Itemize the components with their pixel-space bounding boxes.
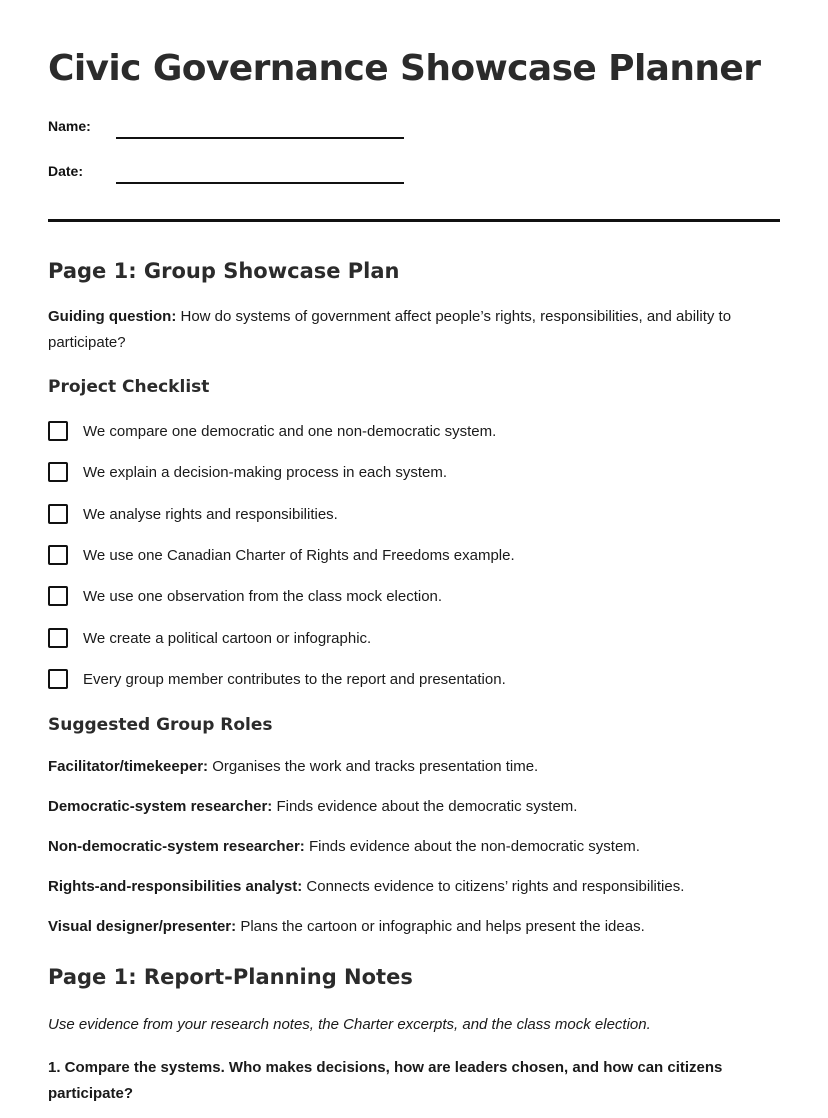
role-description: Organises the work and tracks presentation time. xyxy=(212,758,539,775)
role-name: Rights-and-responsibilities analyst: xyxy=(48,878,303,895)
checklist-item-label: We use one Canadian Charter of Rights and Freedoms example. xyxy=(83,546,515,564)
role-description: Connects evidence to citizens’ rights and responsibilities. xyxy=(306,878,685,895)
role-name: Democratic-system researcher: xyxy=(48,798,273,815)
checklist-item-label: We create a political cartoon or infographic. xyxy=(83,629,372,647)
checklist-item-label: We compare one democratic and one non-democratic system. xyxy=(83,422,497,440)
question-1: 1. Compare the systems. Who makes decisions, how are leaders chosen, and how can citizens participate? xyxy=(48,1059,723,1102)
checkbox[interactable] xyxy=(48,504,68,524)
date-label: Date: xyxy=(48,163,84,179)
checklist-item[interactable] xyxy=(48,584,442,608)
name-label: Name: xyxy=(48,118,91,134)
checklist-item-label: We use one observation from the class mock election. xyxy=(83,587,443,605)
role-item xyxy=(48,838,640,855)
guiding-question xyxy=(48,304,778,356)
roles-heading: Suggested Group Roles xyxy=(48,715,273,735)
role-description: Plans the cartoon or infographic and helps present the ideas. xyxy=(240,918,645,935)
checklist-item[interactable] xyxy=(48,502,338,526)
checklist-item[interactable] xyxy=(48,543,515,567)
role-description: Finds evidence about the democratic system. xyxy=(276,798,578,815)
role-item xyxy=(48,798,577,815)
guiding-question-label: Guiding question: xyxy=(48,308,177,325)
checklist-item[interactable] xyxy=(48,626,371,650)
checklist-heading: Project Checklist xyxy=(48,377,210,397)
section-heading-report-notes: Page 1: Report-Planning Notes xyxy=(48,965,413,989)
page-title: Civic Governance Showcase Planner xyxy=(48,48,761,89)
role-item xyxy=(48,878,684,895)
name-field[interactable] xyxy=(116,137,404,139)
date-field[interactable] xyxy=(116,182,404,184)
checklist-item-label: Every group member contributes to the report and presentation. xyxy=(83,670,506,688)
role-name: Non-democratic-system researcher: xyxy=(48,838,305,855)
section-heading-showcase-plan: Page 1: Group Showcase Plan xyxy=(48,259,400,283)
role-item xyxy=(48,758,538,775)
checkbox[interactable] xyxy=(48,669,68,689)
checkbox[interactable] xyxy=(48,462,68,482)
checkbox[interactable] xyxy=(48,586,68,606)
checklist-item[interactable] xyxy=(48,460,447,484)
instruction-text: Use evidence from your research notes, the Charter excerpts, and the class mock election. xyxy=(48,1016,651,1033)
role-name: Visual designer/presenter: xyxy=(48,918,237,935)
checklist-item[interactable] xyxy=(48,667,506,691)
checkbox[interactable] xyxy=(48,545,68,565)
header-divider xyxy=(48,219,780,222)
guiding-question-text: How do systems of government affect people’s rights, responsibilities, and ability to participate? xyxy=(48,308,732,351)
role-description: Finds evidence about the non-democratic system. xyxy=(308,838,640,855)
checklist-item-label: We explain a decision-making process in each system. xyxy=(83,463,448,481)
checklist-item-label: We analyse rights and responsibilities. xyxy=(83,505,338,523)
role-item xyxy=(48,918,645,935)
checkbox[interactable] xyxy=(48,421,68,441)
role-name: Facilitator/timekeeper: xyxy=(48,758,209,775)
checklist-item[interactable] xyxy=(48,419,496,443)
checkbox[interactable] xyxy=(48,628,68,648)
